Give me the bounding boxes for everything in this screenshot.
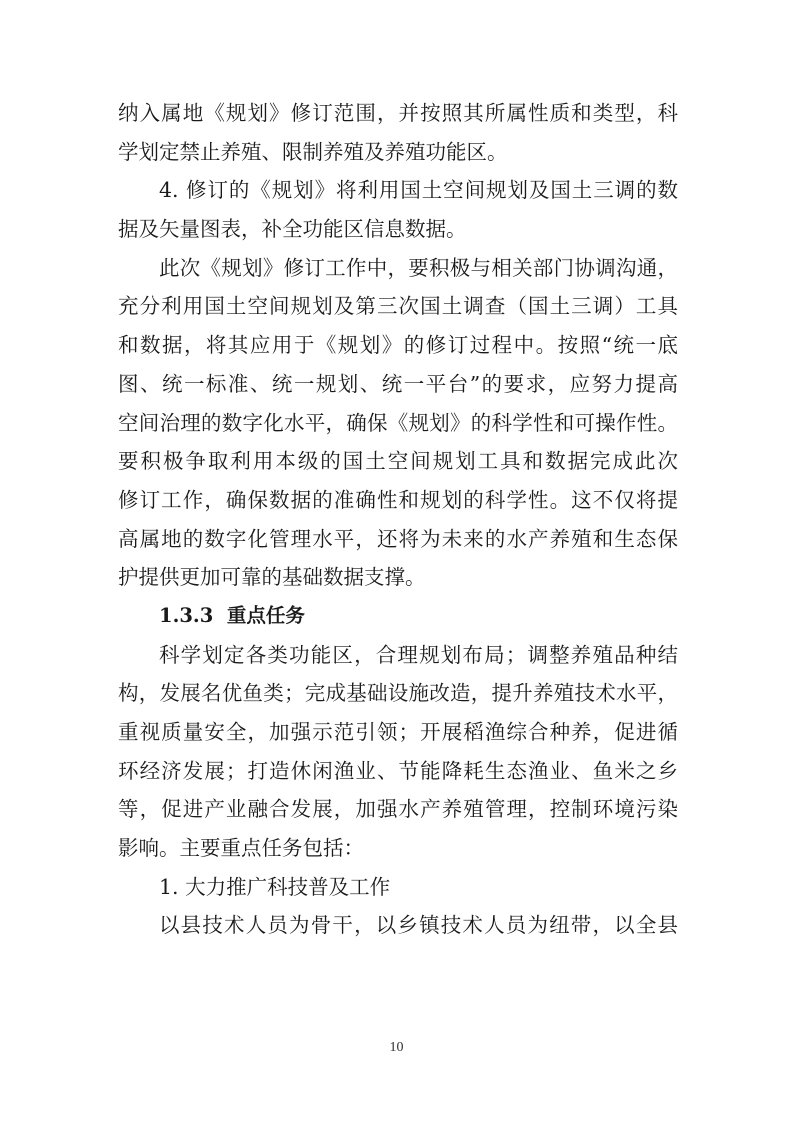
- list-item-4: 4. 修订的《规划》将利用国土空间规划及国土三调的数: [159, 178, 678, 203]
- text-line: 影响。主要重点任务包括：: [118, 836, 364, 861]
- text-line: 空间治理的数字化水平，确保《规划》的科学性和可操作性。: [118, 410, 678, 435]
- text-line: 据及矢量图表，补全功能区信息数据。: [118, 217, 467, 242]
- text-line: 等，促进产业融合发展，加强水产养殖管理，控制环境污染: [118, 797, 678, 822]
- text-line: 构，发展名优鱼类；完成基础设施改造，提升养殖技术水平，: [118, 681, 678, 706]
- text-line: 图、统一标准、统一规划、统一平台”的要求，应努力提高: [118, 371, 678, 396]
- text-line: 修订工作，确保数据的准确性和规划的科学性。这不仅将提: [118, 487, 678, 512]
- text-line: 高属地的数字化管理水平，还将为未来的水产养殖和生态保: [118, 526, 678, 551]
- paragraph-start: 以县技术人员为骨干，以乡镇技术人员为纽带，以全县: [159, 913, 678, 938]
- text-line: 重视质量安全，加强示范引领；开展稻渔综合种养，促进循: [118, 720, 678, 744]
- text-line: 环经济发展；打造休闲渔业、节能降耗生态渔业、鱼米之乡: [118, 758, 678, 783]
- body-text: [118, 94, 678, 945]
- list-item-1: 1. 大力推广科技普及工作: [159, 874, 391, 899]
- paragraph-start: 科学划定各类功能区，合理规划布局；调整养殖品种结: [159, 642, 678, 667]
- text-line: 和数据，将其应用于《规划》的修订过程中。按照“统一底: [118, 333, 678, 358]
- text-line: 要积极争取利用本级的国土空间规划工具和数据完成此次: [118, 449, 678, 474]
- text-line: 学划定禁止养殖、限制养殖及养殖功能区。: [118, 139, 508, 164]
- text-line: 充分利用国土空间规划及第三次国土调查（国土三调）工具: [118, 294, 678, 319]
- page-number: 10: [389, 1040, 404, 1055]
- text-line: 护提供更加可靠的基础数据支撑。: [118, 565, 426, 590]
- text-line: 纳入属地《规划》修订范围，并按照其所属性质和类型，科: [118, 101, 678, 125]
- paragraph-start: 此次《规划》修订工作中，要积极与相关部门协调沟通，: [159, 255, 678, 280]
- section-heading: 1.3.3 重点任务: [159, 603, 305, 627]
